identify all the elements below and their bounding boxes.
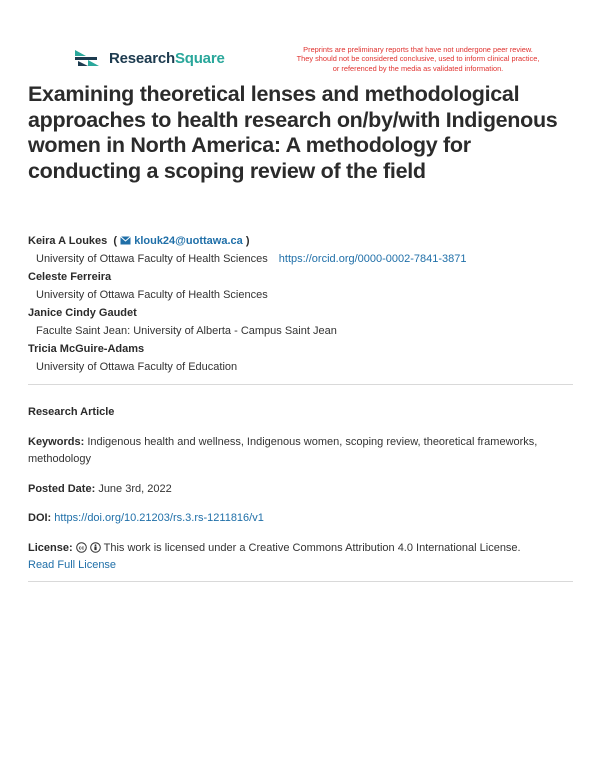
orcid-link[interactable]: https://orcid.org/0000-0002-7841-3871 — [278, 253, 467, 265]
author-name — [28, 232, 578, 250]
brand-name — [109, 50, 225, 67]
license-text: This work is licensed under a Creative Commons Attribution 4.0 International License. — [103, 542, 521, 554]
by-icon — [90, 542, 101, 553]
license-label: License: — [28, 542, 73, 554]
notice-line: Preprints are preliminary reports that have not undergone peer review. — [303, 45, 533, 54]
doi-link[interactable]: https://doi.org/10.21203/rs.3.rs-1211816/v1 — [54, 512, 264, 524]
keywords-value: Indigenous health and wellness, Indigenous women, scoping review, theoretical frameworks, methodology — [28, 436, 538, 465]
posted-date-label: Posted Date: — [28, 483, 96, 495]
posted-date-value: June 3rd, 2022 — [98, 483, 172, 495]
author-name: Celeste Ferreira — [28, 271, 112, 283]
notice-line: or referenced by the media as validated information. — [332, 63, 504, 73]
preprint-notice — [268, 45, 568, 73]
keywords-label: Keywords: — [28, 436, 85, 448]
envelope-icon — [120, 236, 131, 245]
affiliation-text: University of Ottawa Faculty of Health Sciences — [36, 253, 268, 265]
license — [28, 540, 576, 574]
svg-text:cc: cc — [78, 545, 84, 552]
research-square-logo-icon — [72, 47, 102, 69]
article-type — [28, 404, 576, 421]
notice-line: They should not be considered conclusive, used to inform clinical practice, — [296, 54, 540, 64]
header — [0, 0, 600, 80]
brand-part1: Research — [109, 49, 175, 67]
author-name-text: Keira A Loukes — [28, 235, 108, 247]
author-affiliation: Faculte Saint Jean: University of Alberta - Campus Saint Jean — [36, 325, 337, 337]
posted-date — [28, 481, 576, 498]
article-type-text: Research Article — [28, 406, 115, 418]
research-square-logo[interactable] — [72, 47, 225, 69]
author-affiliation — [28, 250, 578, 268]
email-open-paren: ( — [110, 235, 118, 247]
keywords — [28, 434, 576, 468]
cc-icon — [76, 542, 87, 553]
brand-part2: Square — [174, 49, 225, 67]
author-email-link[interactable]: klouk24@uottawa.ca — [134, 235, 243, 247]
doi-label: DOI: — [28, 512, 52, 524]
divider — [28, 581, 573, 582]
paper-title: Examining theoretical lenses and methodological approaches to health research on/by/with Indigenous women in North America: A methodology for conducting a scoping review of the field — [28, 82, 558, 183]
author-name: Janice Cindy Gaudet — [28, 307, 137, 319]
divider — [28, 384, 573, 385]
author-name: Tricia McGuire-Adams — [28, 343, 145, 355]
author-affiliation: University of Ottawa Faculty of Health Sciences — [36, 289, 268, 301]
read-full-license-link[interactable]: Read Full License — [28, 559, 117, 571]
email-close-paren: ) — [245, 235, 250, 247]
author-affiliation: University of Ottawa Faculty of Education — [36, 361, 238, 373]
author-list — [28, 232, 578, 376]
doi — [28, 510, 576, 527]
